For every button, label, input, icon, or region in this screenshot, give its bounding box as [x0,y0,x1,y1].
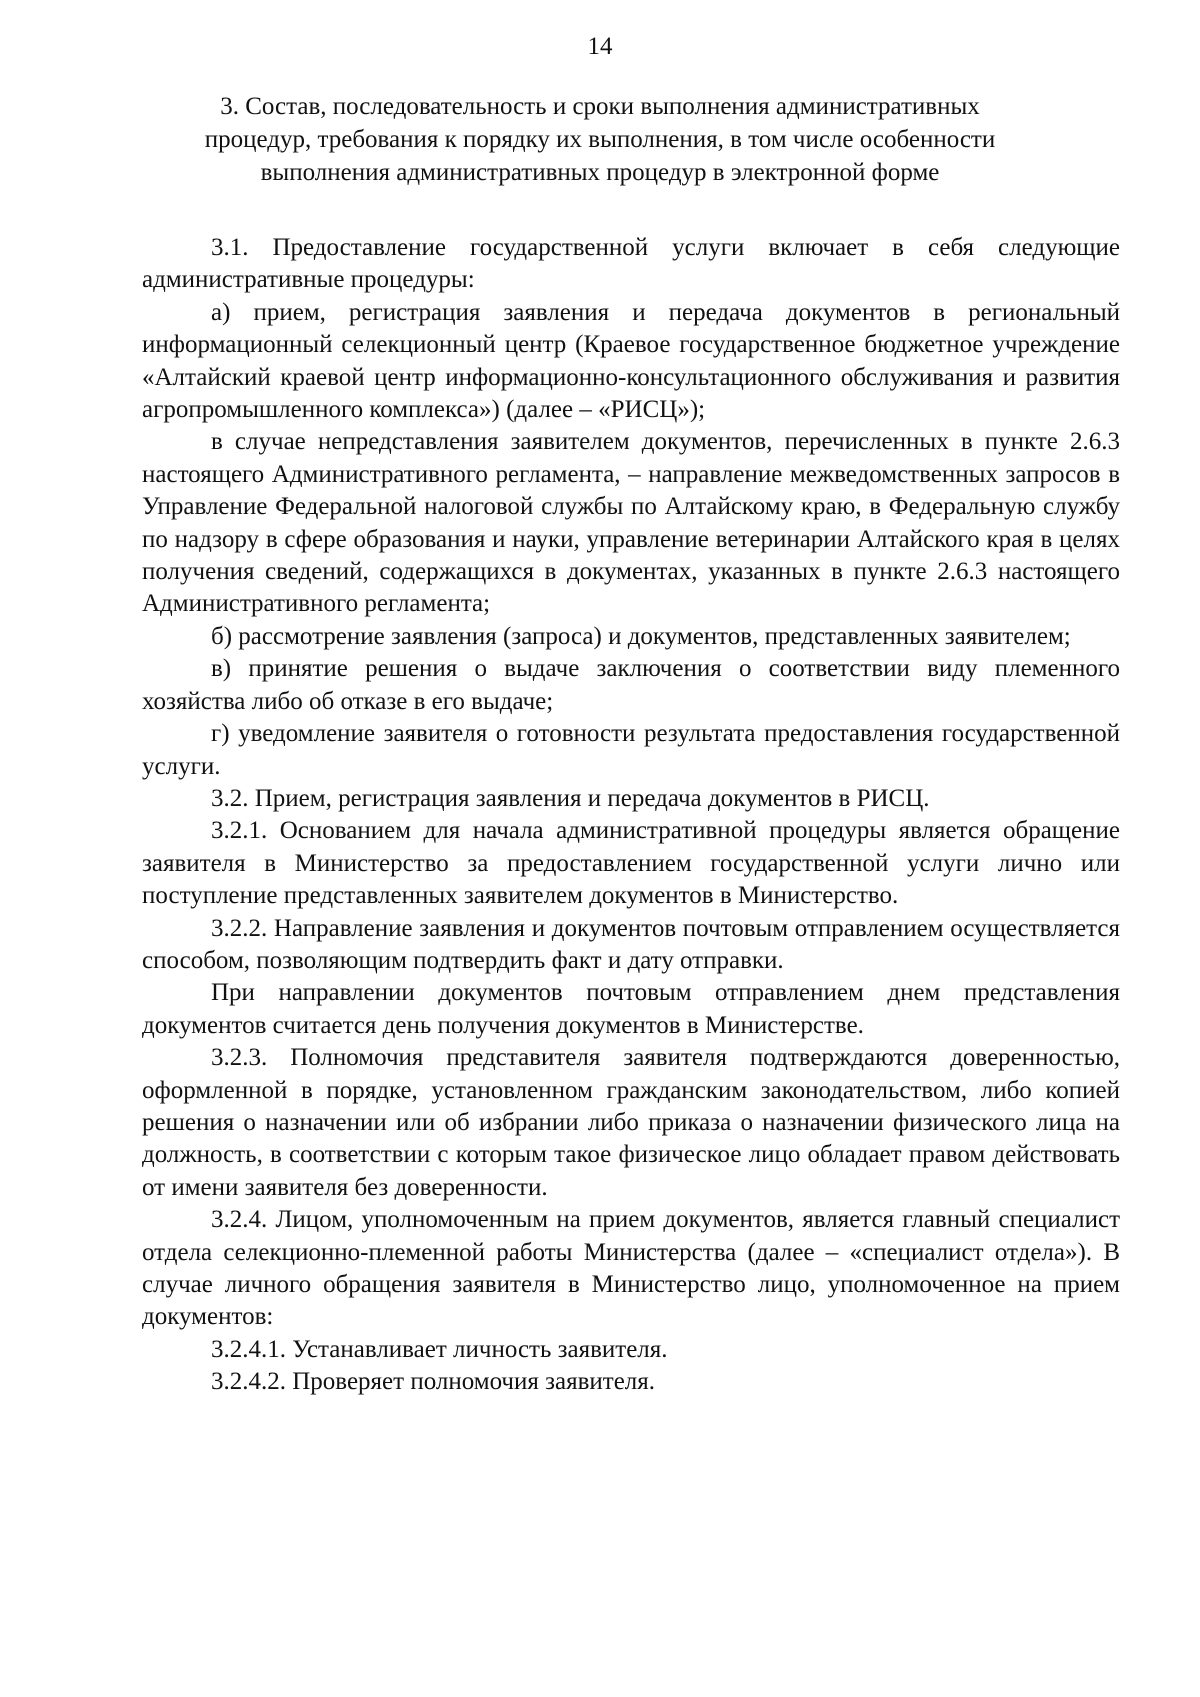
paragraph-3-2-4-2: 3.2.4.2. Проверяет полномочия заявителя. [211,1368,656,1396]
section-title-line: 3. Состав, последовательность и сроки выполнения административных [220,93,980,120]
paragraph-item-b: б) рассмотрение заявления (запроса) и документов, представленных заявителем; [211,622,1071,650]
paragraph-item-v: в) принятие решения о выдаче заключения о соответствии виду племенного хозяйства либо об отказе в его выдаче; [142,655,1120,715]
paragraph-3-2-3: 3.2.3. Полномочия представителя заявителя подтверждаются доверенностью, оформленной в порядке, установленном гражданским законодательством, либо копией решения о назначении или об избрании либо приказа о назначении физического лица на должность, в соответствии с которым такое физическое лицо обладает правом действовать от имени заявителя без доверенности. [142,1044,1120,1201]
section-title-line: выполнения административных процедур в электронной форме [260,159,940,186]
paragraph-3-2-1: 3.2.1. Основанием для начала административной процедуры является обращение заявителя в Министерство за предоставлением государственной услуги лично или поступление представленных заявителем документов в Министерство. [142,817,1120,910]
section-title [150,90,1050,189]
paragraph-3-2: 3.2. Прием, регистрация заявления и передача документов в РИСЦ. [211,784,930,812]
paragraph-interagency-requests: в случае непредставления заявителем документов, перечисленных в пункте 2.6.3 настоящего Административного регламента, – направление межведомственных запросов в Управление Федеральной налоговой службы по Алтайскому краю, в Федеральную службу по надзору в сфере образования и науки, управление ветеринарии Алтайского края в целях получения сведений, содержащихся в документах, указанных в пункте 2.6.3 настоящего Административного регламента; [142,428,1120,618]
page-number: 14 [587,33,613,60]
paragraph-3-1: 3.1. Предоставление государственной услуги включает в себя следующие административные процедуры: [142,234,1120,294]
document-body [142,232,1120,1399]
paragraph-3-2-4-1: 3.2.4.1. Устанавливает личность заявителя. [211,1335,668,1363]
paragraph-3-2-2: 3.2.2. Направление заявления и документов почтовым отправлением осуществляется способом, позволяющим подтвердить факт и дату отправки. [142,914,1120,974]
section-title-line: процедур, требования к порядку их выполнения, в том числе особенности [204,126,996,153]
paragraph-item-g: г) уведомление заявителя о готовности результата предоставления государственной услуги. [142,720,1120,780]
paragraph-3-2-4: 3.2.4. Лицом, уполномоченным на прием документов, является главный специалист отдела селекционно-племенной работы Министерства (далее – «специалист отдела»). В случае личного обращения заявителя в Министерство лицо, уполномоченное на прием документов: [142,1206,1120,1331]
paragraph-item-a: а) прием, регистрация заявления и передача документов в региональный информационный селекционный центр (Краевое государственное бюджетное учреждение «Алтайский краевой центр информационно-консультационного обслуживания и развития агропромышленного комплекса») (далее – «РИСЦ»); [142,298,1120,424]
paragraph-postal-delivery: При направлении документов почтовым отправлением днем представления документов считается день получения документов в Министерстве. [142,979,1120,1039]
